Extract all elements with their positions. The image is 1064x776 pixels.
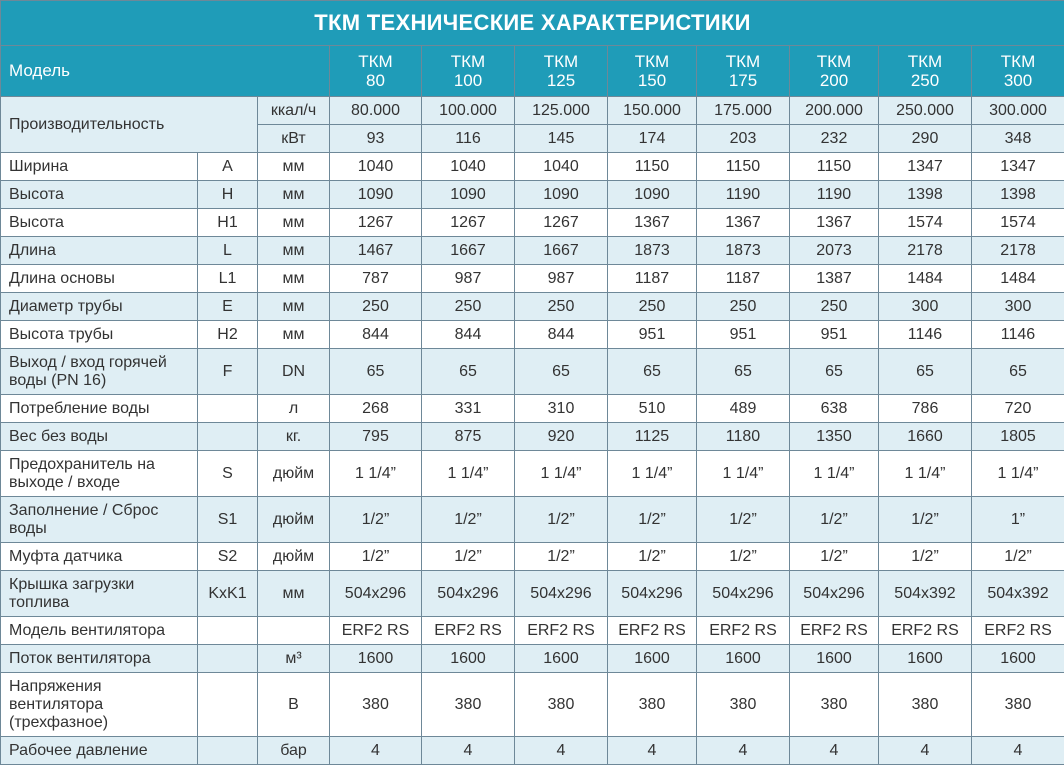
- value-cell: 93: [330, 125, 422, 153]
- value-cell: 951: [608, 321, 697, 349]
- value-cell: 4: [790, 737, 879, 765]
- row-code: S2: [198, 543, 258, 571]
- value-cell: 1/2”: [422, 543, 515, 571]
- value-cell: 1600: [697, 645, 790, 673]
- row-unit: кг.: [258, 423, 330, 451]
- row-label: Высота: [1, 209, 198, 237]
- value-cell: 250: [697, 293, 790, 321]
- row-label: Муфта датчика: [1, 543, 198, 571]
- value-cell: 1667: [515, 237, 608, 265]
- value-cell: 331: [422, 395, 515, 423]
- value-cell: 951: [790, 321, 879, 349]
- value-cell: 1 1/4”: [697, 451, 790, 497]
- value-cell: 2073: [790, 237, 879, 265]
- value-cell: 380: [422, 673, 515, 737]
- value-cell: 1398: [879, 181, 972, 209]
- spec-row: [1, 349, 1064, 395]
- value-cell: 844: [330, 321, 422, 349]
- value-cell: 1574: [972, 209, 1064, 237]
- model-name: ТКМ: [907, 52, 943, 71]
- row-label: Рабочее давление: [1, 737, 198, 765]
- value-cell: 504x296: [330, 571, 422, 617]
- value-cell: 174: [608, 125, 697, 153]
- value-cell: 1484: [972, 265, 1064, 293]
- value-cell: 844: [422, 321, 515, 349]
- value-cell: 175.000: [697, 97, 790, 125]
- value-cell: 380: [879, 673, 972, 737]
- value-cell: 1146: [972, 321, 1064, 349]
- row-label: Высота трубы: [1, 321, 198, 349]
- value-cell: ERF2 RS: [422, 617, 515, 645]
- row-label: Напряжения вентилятора (трехфазное): [1, 673, 198, 737]
- spec-row: [1, 181, 1064, 209]
- value-cell: 300: [972, 293, 1064, 321]
- row-label: Предохранитель на выходе / входе: [1, 451, 198, 497]
- row-unit: мм: [258, 209, 330, 237]
- value-cell: 795: [330, 423, 422, 451]
- row-unit: дюйм: [258, 543, 330, 571]
- model-header-cell: [790, 46, 879, 97]
- value-cell: 380: [697, 673, 790, 737]
- row-code: [198, 617, 258, 645]
- model-number: 300: [1003, 71, 1033, 90]
- value-cell: 1090: [422, 181, 515, 209]
- value-cell: 504x392: [879, 571, 972, 617]
- model-number: 175: [728, 71, 758, 90]
- value-cell: 987: [515, 265, 608, 293]
- value-cell: 1 1/4”: [790, 451, 879, 497]
- value-cell: 1187: [697, 265, 790, 293]
- model-header-row: [1, 46, 1064, 97]
- value-cell: 1/2”: [330, 543, 422, 571]
- value-cell: 1/2”: [515, 497, 608, 543]
- value-cell: 200.000: [790, 97, 879, 125]
- value-cell: 232: [790, 125, 879, 153]
- value-cell: 1367: [790, 209, 879, 237]
- spec-row: [1, 153, 1064, 181]
- value-cell: ERF2 RS: [330, 617, 422, 645]
- value-cell: 1090: [515, 181, 608, 209]
- value-cell: 80.000: [330, 97, 422, 125]
- row-code: F: [198, 349, 258, 395]
- row-code: S1: [198, 497, 258, 543]
- value-cell: 1/2”: [330, 497, 422, 543]
- value-cell: 1347: [879, 153, 972, 181]
- spec-row: [1, 265, 1064, 293]
- value-cell: 1600: [972, 645, 1064, 673]
- value-cell: 1267: [330, 209, 422, 237]
- value-cell: 1367: [697, 209, 790, 237]
- value-cell: 268: [330, 395, 422, 423]
- spec-row: [1, 423, 1064, 451]
- row-unit: л: [258, 395, 330, 423]
- value-cell: 4: [330, 737, 422, 765]
- value-cell: 1484: [879, 265, 972, 293]
- row-unit: ккал/ч: [258, 97, 330, 125]
- model-header-cell: [972, 46, 1064, 97]
- value-cell: 1/2”: [790, 543, 879, 571]
- row-unit: мм: [258, 321, 330, 349]
- row-code: S: [198, 451, 258, 497]
- value-cell: 1/2”: [515, 543, 608, 571]
- value-cell: 4: [879, 737, 972, 765]
- spec-row: [1, 543, 1064, 571]
- value-cell: 504x296: [790, 571, 879, 617]
- value-cell: 65: [515, 349, 608, 395]
- row-unit: мм: [258, 237, 330, 265]
- value-cell: 65: [697, 349, 790, 395]
- value-cell: 203: [697, 125, 790, 153]
- row-label: Производительность: [1, 97, 258, 153]
- value-cell: 100.000: [422, 97, 515, 125]
- value-cell: ERF2 RS: [515, 617, 608, 645]
- value-cell: 1267: [515, 209, 608, 237]
- row-label: Длина основы: [1, 265, 198, 293]
- row-code: [198, 737, 258, 765]
- row-unit: дюйм: [258, 451, 330, 497]
- value-cell: 300: [879, 293, 972, 321]
- value-cell: 1347: [972, 153, 1064, 181]
- value-cell: 1187: [608, 265, 697, 293]
- row-unit: мм: [258, 181, 330, 209]
- value-cell: 1/2”: [697, 497, 790, 543]
- value-cell: 720: [972, 395, 1064, 423]
- spec-row: [1, 497, 1064, 543]
- value-cell: 1467: [330, 237, 422, 265]
- spec-row: [1, 237, 1064, 265]
- spec-row: [1, 737, 1064, 765]
- value-cell: 250.000: [879, 97, 972, 125]
- model-header-cell: [330, 46, 422, 97]
- value-cell: 1600: [790, 645, 879, 673]
- value-cell: 65: [790, 349, 879, 395]
- value-cell: 4: [697, 737, 790, 765]
- value-cell: 1660: [879, 423, 972, 451]
- value-cell: 504x296: [515, 571, 608, 617]
- row-unit: дюйм: [258, 497, 330, 543]
- spec-row: [1, 571, 1064, 617]
- row-code: KxK1: [198, 571, 258, 617]
- value-cell: 65: [330, 349, 422, 395]
- value-cell: 310: [515, 395, 608, 423]
- model-name: ТКМ: [725, 52, 761, 71]
- value-cell: 1600: [879, 645, 972, 673]
- value-cell: 489: [697, 395, 790, 423]
- value-cell: 787: [330, 265, 422, 293]
- value-cell: 150.000: [608, 97, 697, 125]
- value-cell: 1190: [790, 181, 879, 209]
- row-label: Поток вентилятора: [1, 645, 198, 673]
- row-label: Длина: [1, 237, 198, 265]
- row-unit: мм: [258, 571, 330, 617]
- value-cell: 1873: [697, 237, 790, 265]
- model-number: 250: [910, 71, 940, 90]
- value-cell: 1/2”: [879, 497, 972, 543]
- model-number: 125: [546, 71, 576, 90]
- row-code: H2: [198, 321, 258, 349]
- model-number: 100: [453, 71, 483, 90]
- value-cell: ERF2 RS: [879, 617, 972, 645]
- row-code: E: [198, 293, 258, 321]
- row-label: Модель вентилятора: [1, 617, 198, 645]
- spec-row: [1, 617, 1064, 645]
- row-code: H1: [198, 209, 258, 237]
- value-cell: 1040: [422, 153, 515, 181]
- row-unit: м³: [258, 645, 330, 673]
- value-cell: 250: [330, 293, 422, 321]
- value-cell: 504x296: [608, 571, 697, 617]
- value-cell: 1 1/4”: [422, 451, 515, 497]
- value-cell: 1090: [330, 181, 422, 209]
- value-cell: 1/2”: [608, 497, 697, 543]
- row-code: [198, 673, 258, 737]
- row-unit: мм: [258, 265, 330, 293]
- value-cell: 250: [790, 293, 879, 321]
- value-cell: 1090: [608, 181, 697, 209]
- row-unit: бар: [258, 737, 330, 765]
- value-cell: 380: [515, 673, 608, 737]
- value-cell: ERF2 RS: [790, 617, 879, 645]
- value-cell: 1267: [422, 209, 515, 237]
- model-header-cell: [697, 46, 790, 97]
- value-cell: 1600: [515, 645, 608, 673]
- value-cell: 1 1/4”: [879, 451, 972, 497]
- row-label: Ширина: [1, 153, 198, 181]
- value-cell: 1150: [790, 153, 879, 181]
- value-cell: ERF2 RS: [608, 617, 697, 645]
- model-name: ТКМ: [450, 52, 486, 71]
- value-cell: 4: [515, 737, 608, 765]
- value-cell: 1040: [330, 153, 422, 181]
- row-unit: мм: [258, 293, 330, 321]
- value-cell: 348: [972, 125, 1064, 153]
- row-label: Крышка загрузки топлива: [1, 571, 198, 617]
- spec-row: [1, 673, 1064, 737]
- value-cell: 250: [608, 293, 697, 321]
- value-cell: 65: [972, 349, 1064, 395]
- model-name: ТКМ: [634, 52, 670, 71]
- value-cell: 1667: [422, 237, 515, 265]
- row-code: H: [198, 181, 258, 209]
- row-label: Диаметр трубы: [1, 293, 198, 321]
- value-cell: 920: [515, 423, 608, 451]
- row-unit: [258, 617, 330, 645]
- value-cell: 1150: [697, 153, 790, 181]
- row-code: [198, 645, 258, 673]
- value-cell: 4: [972, 737, 1064, 765]
- row-code: A: [198, 153, 258, 181]
- value-cell: 1367: [608, 209, 697, 237]
- value-cell: 510: [608, 395, 697, 423]
- value-cell: 125.000: [515, 97, 608, 125]
- value-cell: 2178: [879, 237, 972, 265]
- value-cell: 290: [879, 125, 972, 153]
- value-cell: 4: [422, 737, 515, 765]
- value-cell: 1600: [608, 645, 697, 673]
- value-cell: 1/2”: [972, 543, 1064, 571]
- value-cell: 380: [972, 673, 1064, 737]
- value-cell: 786: [879, 395, 972, 423]
- value-cell: 844: [515, 321, 608, 349]
- row-code: [198, 395, 258, 423]
- value-cell: 1146: [879, 321, 972, 349]
- value-cell: 1574: [879, 209, 972, 237]
- value-cell: 65: [879, 349, 972, 395]
- model-number: 200: [819, 71, 849, 90]
- model-label: Модель: [1, 46, 330, 97]
- value-cell: 145: [515, 125, 608, 153]
- model-header-cell: [608, 46, 697, 97]
- value-cell: 504x392: [972, 571, 1064, 617]
- value-cell: 1600: [330, 645, 422, 673]
- value-cell: 1/2”: [790, 497, 879, 543]
- value-cell: 380: [790, 673, 879, 737]
- value-cell: ERF2 RS: [972, 617, 1064, 645]
- model-number: 80: [366, 71, 385, 90]
- value-cell: 1600: [422, 645, 515, 673]
- value-cell: 638: [790, 395, 879, 423]
- value-cell: 1387: [790, 265, 879, 293]
- value-cell: 1805: [972, 423, 1064, 451]
- value-cell: 65: [608, 349, 697, 395]
- row-label: Заполнение / Сброс воды: [1, 497, 198, 543]
- spec-row: [1, 321, 1064, 349]
- value-cell: ERF2 RS: [697, 617, 790, 645]
- row-label: Вес без воды: [1, 423, 198, 451]
- model-number: 150: [637, 71, 667, 90]
- row-code: L: [198, 237, 258, 265]
- value-cell: 250: [515, 293, 608, 321]
- spec-row: [1, 645, 1064, 673]
- value-cell: 1125: [608, 423, 697, 451]
- value-cell: 1873: [608, 237, 697, 265]
- row-label: Потребление воды: [1, 395, 198, 423]
- value-cell: 1150: [608, 153, 697, 181]
- value-cell: 1/2”: [697, 543, 790, 571]
- value-cell: 1190: [697, 181, 790, 209]
- value-cell: 116: [422, 125, 515, 153]
- model-name: ТКМ: [358, 52, 393, 71]
- value-cell: 1 1/4”: [972, 451, 1064, 497]
- value-cell: 875: [422, 423, 515, 451]
- model-name: ТКМ: [1000, 52, 1036, 71]
- spec-row: [1, 97, 1064, 125]
- value-cell: 1/2”: [608, 543, 697, 571]
- spec-row: [1, 451, 1064, 497]
- value-cell: 1398: [972, 181, 1064, 209]
- spec-row: [1, 395, 1064, 423]
- value-cell: 1/2”: [422, 497, 515, 543]
- spec-body: [1, 97, 1064, 765]
- model-name: ТКМ: [816, 52, 852, 71]
- row-code: L1: [198, 265, 258, 293]
- row-unit: В: [258, 673, 330, 737]
- value-cell: 380: [330, 673, 422, 737]
- row-label: Высота: [1, 181, 198, 209]
- spec-row: [1, 293, 1064, 321]
- row-label: Выход / вход горячей воды (PN 16): [1, 349, 198, 395]
- model-header-cell: [515, 46, 608, 97]
- table-title: ТКМ ТЕХНИЧЕСКИЕ ХАРАКТЕРИСТИКИ: [1, 1, 1064, 46]
- row-code: [198, 423, 258, 451]
- value-cell: 4: [608, 737, 697, 765]
- value-cell: 1180: [697, 423, 790, 451]
- row-unit: кВт: [258, 125, 330, 153]
- model-header-cell: [422, 46, 515, 97]
- value-cell: 951: [697, 321, 790, 349]
- value-cell: 1 1/4”: [515, 451, 608, 497]
- row-unit: мм: [258, 153, 330, 181]
- spec-row: [1, 209, 1064, 237]
- value-cell: 2178: [972, 237, 1064, 265]
- value-cell: 1350: [790, 423, 879, 451]
- value-cell: 1/2”: [879, 543, 972, 571]
- value-cell: 987: [422, 265, 515, 293]
- value-cell: 300.000: [972, 97, 1064, 125]
- value-cell: 65: [422, 349, 515, 395]
- model-header-cell: [879, 46, 972, 97]
- row-unit: DN: [258, 349, 330, 395]
- value-cell: 1 1/4”: [330, 451, 422, 497]
- value-cell: 504x296: [697, 571, 790, 617]
- value-cell: 504x296: [422, 571, 515, 617]
- value-cell: 1”: [972, 497, 1064, 543]
- value-cell: 380: [608, 673, 697, 737]
- value-cell: 250: [422, 293, 515, 321]
- value-cell: 1040: [515, 153, 608, 181]
- value-cell: 1 1/4”: [608, 451, 697, 497]
- model-name: ТКМ: [543, 52, 579, 71]
